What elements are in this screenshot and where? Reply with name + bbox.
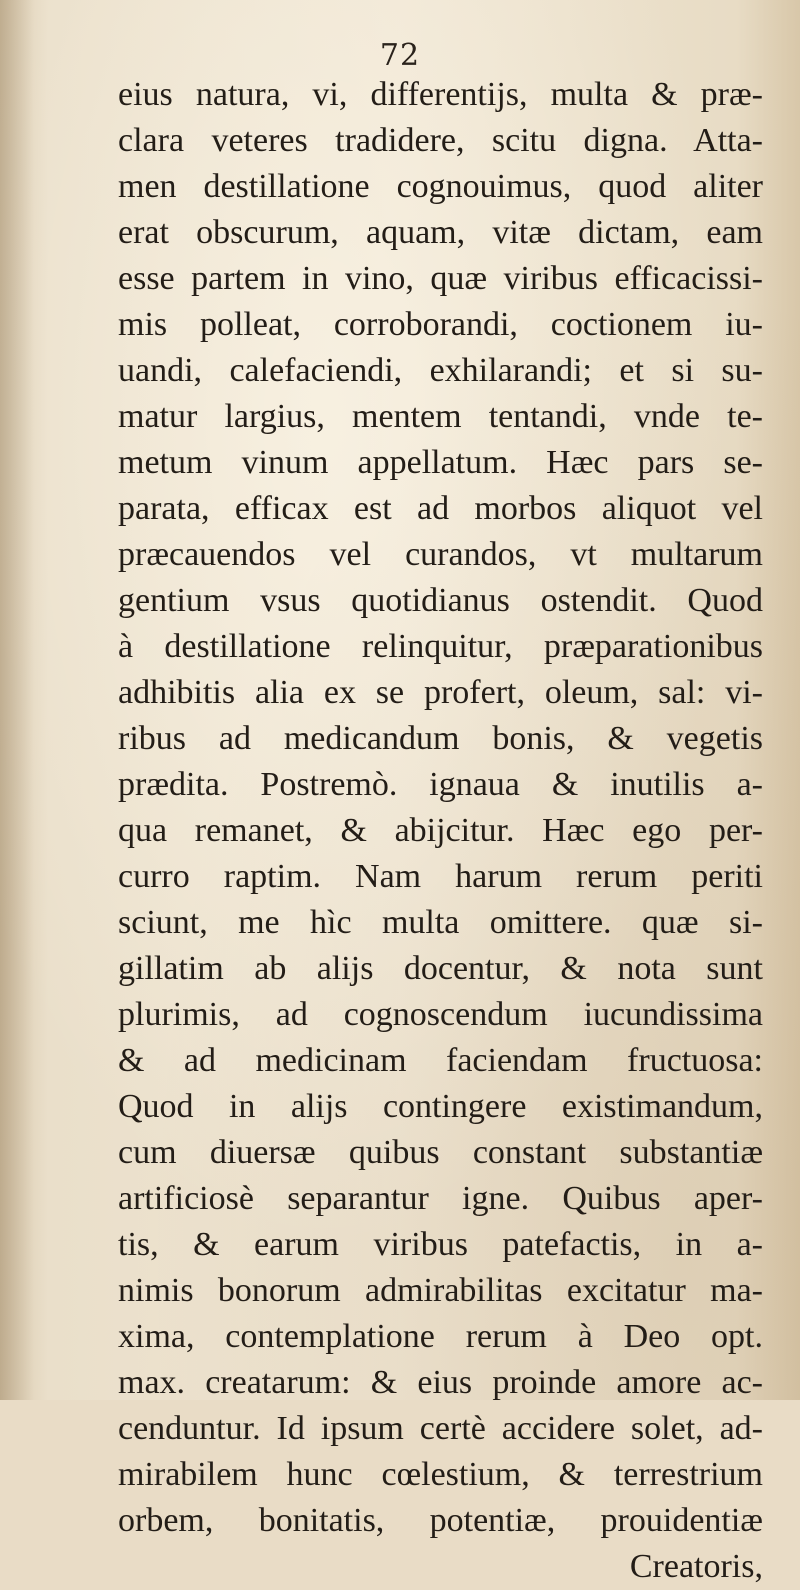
page-number: 72 — [379, 38, 421, 73]
text-line: ribus ad medicandum bonis, & vegetis — [118, 720, 763, 757]
text-line: max. creatarum: & eius proinde amore ac- — [118, 1364, 763, 1401]
text-line: orbem, bonitatis, potentiæ, prouidentiæ — [118, 1502, 763, 1539]
text-line: nimis bonorum admirabilitas excitatur ma- — [118, 1272, 763, 1309]
text-line: sciunt, me hìc multa omittere. quæ si- — [118, 904, 763, 941]
text-line: mirabilem hunc cœlestium, & terrestrium — [118, 1456, 763, 1493]
text-line: cenduntur. Id ipsum certè accidere solet, ad- — [118, 1410, 763, 1447]
text-line: curro raptim. Nam harum rerum periti — [118, 858, 763, 895]
gutter-shadow — [0, 0, 34, 1400]
text-line: parata, efficax est ad morbos aliquot vel — [118, 490, 763, 527]
body-text — [118, 72, 763, 1590]
text-line: metum vinum appellatum. Hæc pars se- — [118, 444, 763, 481]
text-line: artificiosè separantur igne. Quibus aper- — [118, 1180, 763, 1217]
text-line: Quod in alijs contingere existimandum, — [118, 1088, 763, 1125]
text-line: qua remanet, & abijcitur. Hæc ego per- — [118, 812, 763, 849]
text-line: xima, contemplatione rerum à Deo opt. — [118, 1318, 763, 1355]
text-line: & ad medicinam faciendam fructuosa: — [118, 1042, 763, 1079]
text-line: men destillatione cognouimus, quod aliter — [118, 168, 763, 205]
text-line: gillatim ab alijs docentur, & nota sunt — [118, 950, 763, 987]
text-line: matur largius, mentem tentandi, vnde te- — [118, 398, 763, 435]
text-line: mis polleat, corroborandi, coctionem iu- — [118, 306, 763, 343]
text-line: clara veteres tradidere, scitu digna. Atta- — [118, 122, 763, 159]
text-line: à destillatione relinquitur, præparationibus — [118, 628, 763, 665]
text-line: eius natura, vi, differentijs, multa & præ- — [118, 76, 763, 113]
text-line: adhibitis alia ex se profert, oleum, sal: vi- — [118, 674, 763, 711]
text-line: prædita. Postremò. ignaua & inutilis a- — [118, 766, 763, 803]
text-line: præcauendos vel curandos, vt multarum — [118, 536, 763, 573]
text-line: tis, & earum viribus patefactis, in a- — [118, 1226, 763, 1263]
catchword: Creatoris, — [629, 1548, 763, 1585]
text-line: plurimis, ad cognoscendum iucundissima — [118, 996, 763, 1033]
text-line: uandi, calefaciendi, exhilarandi; et si su- — [118, 352, 763, 389]
text-line: gentium vsus quotidianus ostendit. Quod — [118, 582, 763, 619]
text-line: erat obscurum, aquam, vitæ dictam, eam — [118, 214, 763, 251]
text-line: esse partem in vino, quæ viribus efficacissi- — [118, 260, 763, 297]
text-line: cum diuersæ quibus constant substantiæ — [118, 1134, 763, 1171]
